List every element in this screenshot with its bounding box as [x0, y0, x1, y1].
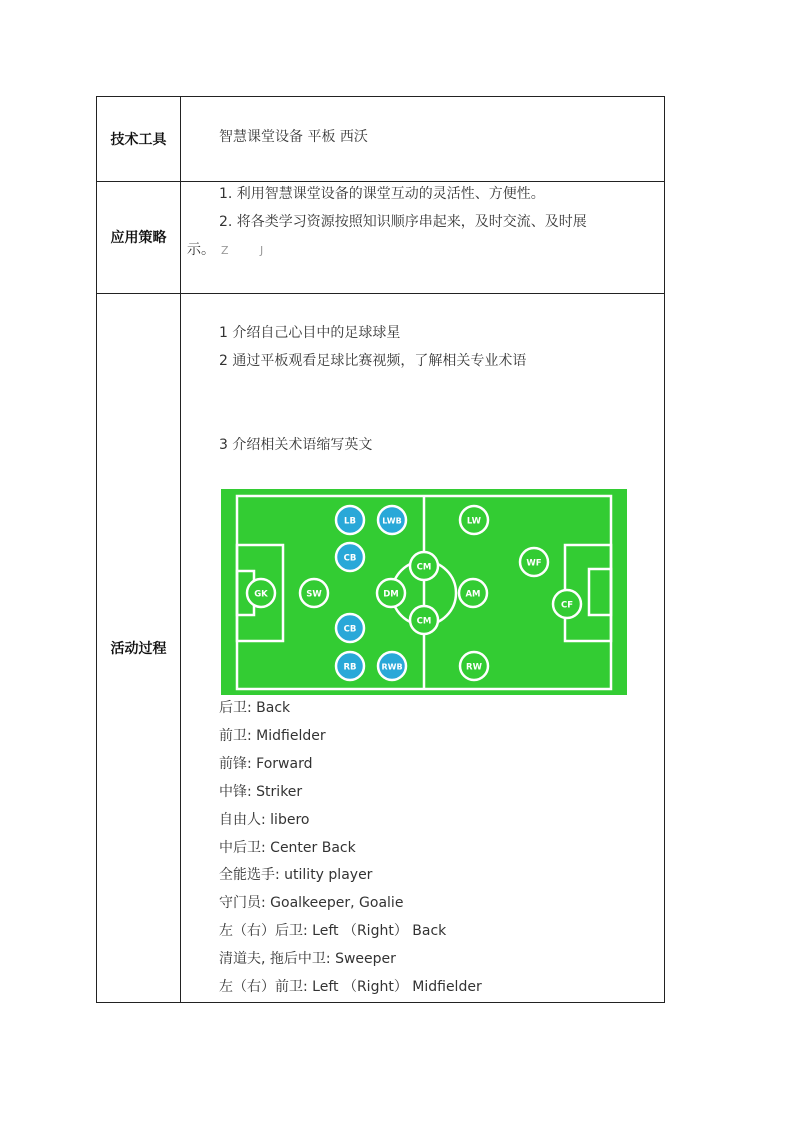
lesson-table — [96, 96, 665, 1003]
player-label: CB — [343, 624, 357, 635]
player-label: CB — [343, 553, 357, 564]
player-label: RWB — [381, 662, 403, 672]
player-lw — [460, 506, 488, 534]
player-rwb — [378, 652, 406, 680]
strategy-line-2: 2. 将各类学习资源按照知识顺序串起来，及时交流、及时展 — [219, 214, 587, 230]
player-cf — [553, 590, 581, 618]
player-am — [459, 579, 487, 607]
player-label: AM — [465, 589, 481, 600]
tools-label: 技术工具 — [110, 132, 167, 148]
player-label: LWB — [382, 516, 402, 526]
player-label: CF — [560, 600, 574, 611]
player-cb — [336, 543, 364, 571]
player-label: CM — [416, 616, 432, 627]
term-item: 左（右）后卫: Left （Right） Back — [219, 923, 447, 940]
player-rb — [336, 652, 364, 680]
player-label: WF — [526, 558, 542, 569]
strategy-line-1: 1. 利用智慧课堂设备的课堂互动的灵活性、方便性。 — [219, 186, 545, 202]
player-label: GK — [254, 589, 268, 600]
player-label: RW — [466, 662, 482, 673]
player-gk — [247, 579, 275, 607]
column-divider — [180, 97, 181, 1002]
term-item: 中锋: Striker — [219, 783, 303, 800]
term-item: 清道夫, 拖后中卫: Sweeper — [219, 951, 396, 968]
player-label: LB — [344, 516, 356, 527]
term-item: 前卫: Midfielder — [219, 727, 326, 744]
player-sw — [300, 579, 328, 607]
player-lwb — [378, 506, 406, 534]
process-step-1: 1 介绍自己心目中的足球球星 — [219, 325, 401, 341]
player-label: LW — [466, 516, 482, 527]
term-item: 全能选手: utility player — [219, 867, 373, 884]
term-item: 自由人: libero — [219, 811, 310, 828]
strategy-label: 应用策略 — [110, 230, 167, 246]
term-item: 后卫: Back — [219, 700, 291, 716]
term-item: 左（右）前卫: Left （Right） Midfielder — [219, 979, 482, 995]
tools-content: 智慧课堂设备 平板 西沃 — [219, 129, 368, 145]
process-label: 活动过程 — [110, 641, 167, 657]
term-item: 中后卫: Center Back — [219, 839, 356, 856]
formation-diagram — [221, 489, 627, 695]
player-label: RB — [343, 662, 357, 673]
player-label: CM — [416, 562, 432, 573]
strategy-line-3: 示。 Z J — [187, 242, 278, 258]
player-cm — [410, 606, 438, 634]
player-label: DM — [383, 589, 399, 600]
faint-marks: Z J — [221, 244, 278, 257]
player-rw — [460, 652, 488, 680]
player-cm — [410, 552, 438, 580]
process-step-3: 3 介绍相关术语缩写英文 — [219, 437, 373, 453]
player-lb — [336, 506, 364, 534]
player-label: SW — [306, 589, 322, 600]
player-wf — [520, 548, 548, 576]
row-divider — [97, 181, 664, 182]
row-divider — [97, 293, 664, 294]
player-cb — [336, 614, 364, 642]
term-item: 守门员: Goalkeeper, Goalie — [219, 895, 404, 912]
player-dm — [377, 579, 405, 607]
term-item: 前锋: Forward — [219, 755, 313, 772]
process-step-2: 2 通过平板观看足球比赛视频，了解相关专业术语 — [219, 353, 527, 369]
